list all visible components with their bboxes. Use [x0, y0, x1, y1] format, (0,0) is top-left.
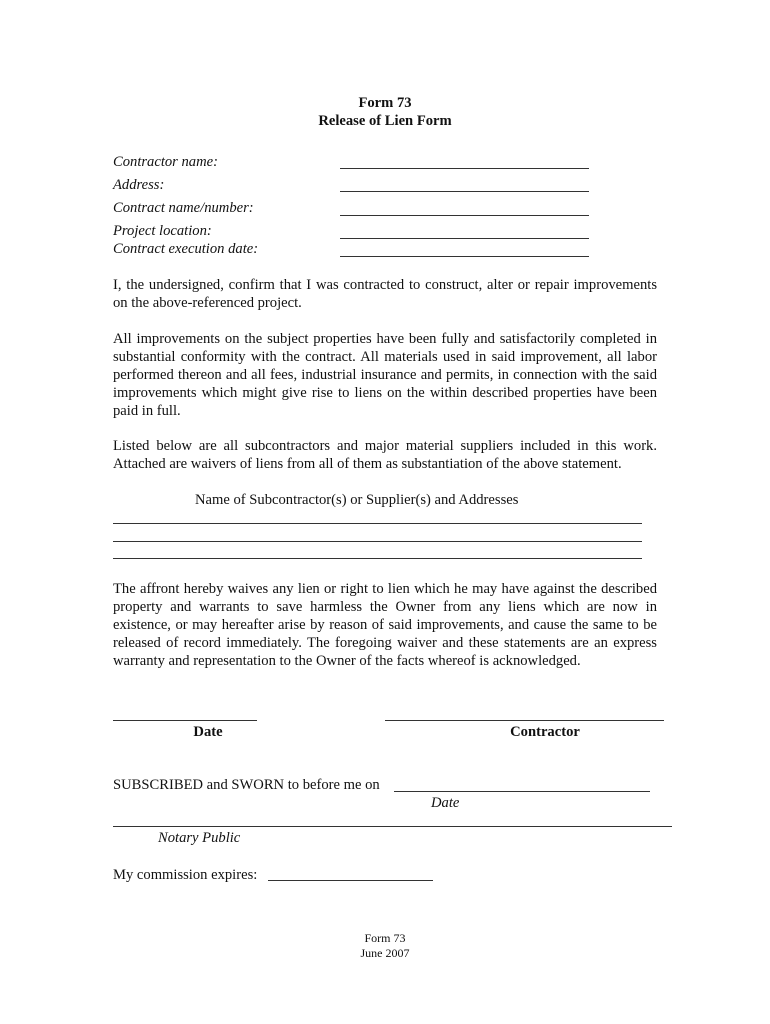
paragraph-confirmation: I, the undersigned, confirm that I was contracted to construct, alter or repair improvements on the above-referenced project. — [113, 277, 657, 311]
project-location-label: Project location: — [113, 223, 212, 239]
contract-name-number-field[interactable] — [340, 215, 589, 216]
contract-execution-date-label: Contract execution date: — [113, 241, 259, 257]
contractor-name-label: Contractor name: — [113, 154, 218, 170]
subcontractor-line[interactable] — [113, 523, 642, 524]
date-signature-line[interactable] — [113, 720, 257, 721]
contractor-label: Contractor — [510, 724, 580, 740]
paragraph-subcontractors: Listed below are all subcontractors and major material suppliers included in this work. Attached are waivers of liens from all of them as substantiation of the above statement. — [113, 438, 657, 472]
subcontractor-heading: Name of Subcontractor(s) or Supplier(s) and Addresses — [195, 492, 519, 508]
form-title: Release of Lien Form — [318, 113, 452, 129]
date-label: Date — [193, 724, 223, 740]
contractor-name-field[interactable] — [340, 168, 589, 169]
paragraph-waiver: The affront hereby waives any lien or right to lien which he may have against the described property and warrants to save harmless the Owner from any liens which are now in existence, or may hereafter arise by reason of said improvements, and cause the same to be released of record immediately. The foregoing waiver and these statements are an express warranty and representation to the Owner of the facts whereof is acknowledged. — [113, 581, 657, 669]
footer-form-number: Form 73 — [364, 931, 406, 945]
form-number-heading: Form 73 — [358, 95, 412, 111]
project-location-field[interactable] — [340, 238, 589, 239]
notary-public-label: Notary Public — [158, 830, 241, 846]
notary-signature-line[interactable] — [113, 826, 672, 827]
sworn-date-line[interactable] — [394, 791, 650, 792]
commission-expires-label: My commission expires: — [113, 867, 258, 883]
contract-name-number-label: Contract name/number: — [113, 200, 254, 216]
footer-date: June 2007 — [360, 946, 410, 960]
contractor-signature-line[interactable] — [385, 720, 664, 721]
sworn-text: SUBSCRIBED and SWORN to before me on — [113, 777, 380, 793]
address-field[interactable] — [340, 191, 589, 192]
address-label: Address: — [113, 177, 165, 193]
commission-expires-line[interactable] — [268, 880, 433, 881]
contract-execution-date-field[interactable] — [340, 256, 589, 257]
subcontractor-line[interactable] — [113, 541, 642, 542]
subcontractor-line[interactable] — [113, 558, 642, 559]
paragraph-improvements: All improvements on the subject properties have been fully and satisfactorily completed in substantial conformity with the contract. All materials used in said improvement, all labor performed thereon and all fees, industrial insurance and permits, in connection with the said improvements which might give rise to liens on the within described properties have been paid in full. — [113, 331, 657, 419]
sworn-date-label: Date — [431, 795, 460, 811]
